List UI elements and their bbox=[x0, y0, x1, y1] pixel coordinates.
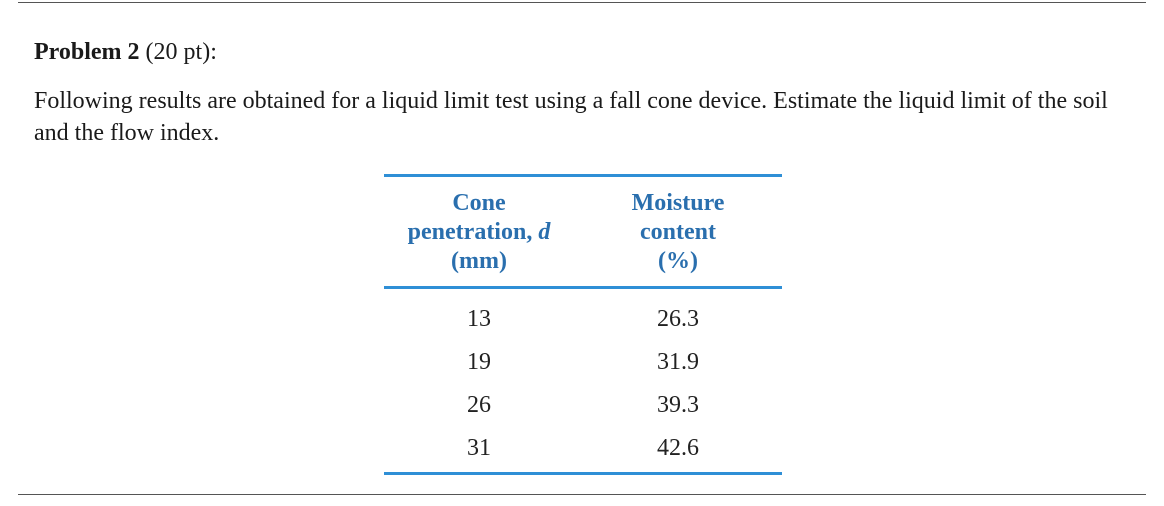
cone-penetration-cell: 19 bbox=[467, 349, 491, 375]
header-right-line2: content bbox=[640, 219, 716, 245]
header-right-line1: Moisture bbox=[631, 190, 725, 216]
problem-heading bbox=[34, 38, 217, 66]
top-divider bbox=[18, 2, 1146, 3]
cone-penetration-cell: 31 bbox=[467, 435, 491, 461]
header-right-line3: (%) bbox=[658, 248, 698, 274]
table-row bbox=[384, 385, 782, 428]
header-left-variable: d bbox=[538, 219, 551, 245]
header-left-line3: (mm) bbox=[451, 248, 507, 274]
moisture-content-cell: 39.3 bbox=[657, 392, 699, 418]
header-moisture-content bbox=[574, 177, 782, 286]
header-cone-penetration bbox=[384, 177, 574, 286]
moisture-content-cell: 26.3 bbox=[657, 306, 699, 332]
table-row bbox=[384, 428, 782, 472]
table-row bbox=[384, 342, 782, 385]
table-header-row bbox=[384, 177, 782, 286]
header-left-line2 bbox=[384, 218, 574, 247]
table-bottom-rule bbox=[384, 472, 782, 475]
cone-penetration-cell: 26 bbox=[467, 392, 491, 418]
moisture-content-cell: 31.9 bbox=[657, 349, 699, 375]
bottom-divider bbox=[18, 494, 1146, 495]
problem-label: Problem 2 bbox=[34, 39, 140, 65]
problem-statement: Following results are obtained for a liquid limit test using a fall cone device. Estimate the liquid limit of the soil and the flow index. bbox=[34, 88, 1108, 146]
results-table bbox=[384, 174, 782, 475]
moisture-content-cell: 42.6 bbox=[657, 435, 699, 461]
cone-penetration-cell: 13 bbox=[467, 306, 491, 332]
table-row bbox=[384, 289, 782, 342]
header-left-line1: Cone bbox=[452, 190, 506, 216]
problem-points: (20 pt): bbox=[139, 39, 217, 65]
header-left-line2-text: penetration, bbox=[407, 219, 539, 245]
